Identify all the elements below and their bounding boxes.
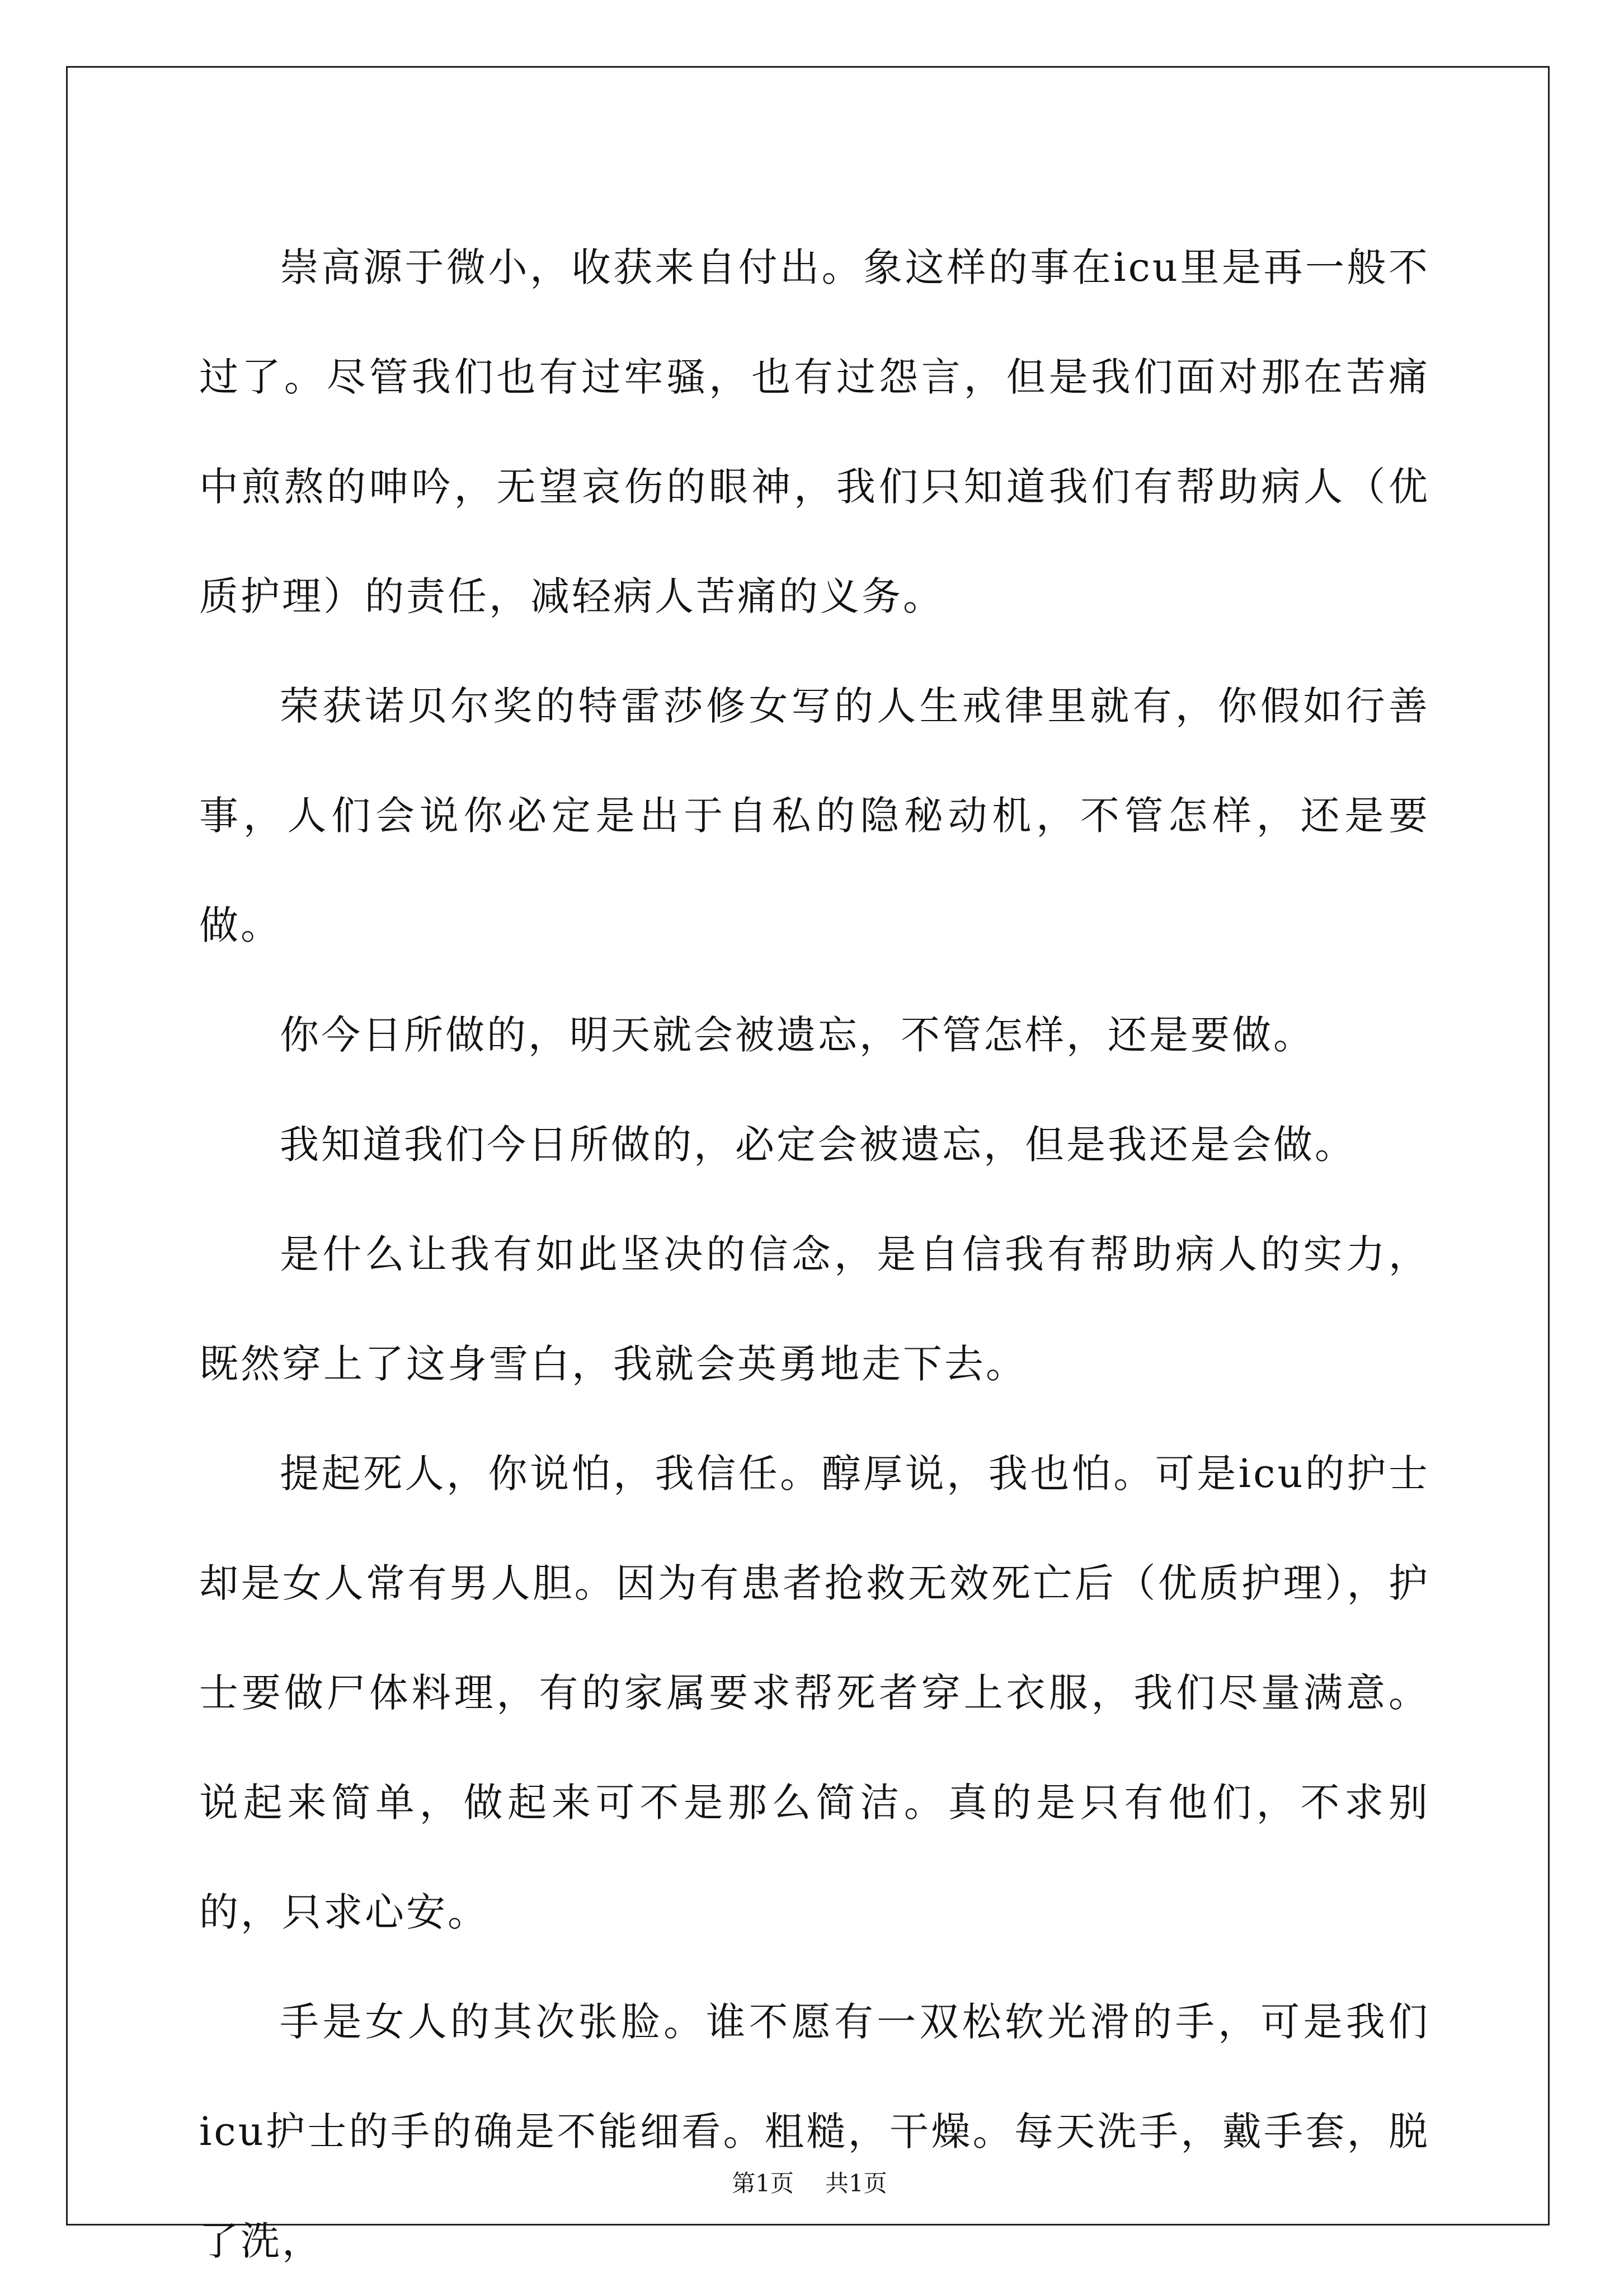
paragraph: 我知道我们今日所做的，必定会被遗忘，但是我还是会做。 (280, 1122, 1356, 1168)
page-total: 共1页 (825, 2170, 887, 2197)
paragraph: 崇高源于微小，收获来自付出。象这样的事在icu里是再一般不过了。尽管我们也有过牢骚，也有过怨言，但是我们面对那在苦痛中煎熬的呻吟，无望哀伤的眼神，我们只知道我们有帮助病人（优质护理）的责任，减轻病人苦痛的义务。 (199, 244, 1430, 619)
paragraph: 你今日所做的，明天就会被遗忘，不管怎样，还是要做。 (280, 1012, 1315, 1058)
paragraph: 手是女人的其次张脸。谁不愿有一双松软光滑的手，可是我们icu护士的手的确是不能细看。粗糙，干燥。每天洗手，戴手套，脱了洗， (199, 1999, 1430, 2264)
paragraph: 荣获诺贝尔奖的特雷莎修女写的人生戒律里就有，你假如行善事，人们会说你必定是出于自私的隐秘动机，不管怎样，还是要做。 (199, 683, 1430, 948)
paragraph: 提起死人，你说怕，我信任。醇厚说，我也怕。可是icu的护士却是女人常有男人胆。因为有患者抢救无效死亡后（优质护理），护士要做尸体料理，有的家属要求帮死者穿上衣服，我们尽量满意。说起来简单，做起来可不是那么简洁。真的是只有他们，不求别的，只求心安。 (199, 1451, 1430, 1935)
document-body (199, 213, 1430, 2296)
paragraph: 是什么让我有如此坚决的信念，是自信我有帮助病人的实力，既然穿上了这身雪白，我就会英勇地走下去。 (199, 1231, 1430, 1387)
page-number: 第1页 (732, 2170, 794, 2197)
page-footer (0, 2165, 1619, 2199)
